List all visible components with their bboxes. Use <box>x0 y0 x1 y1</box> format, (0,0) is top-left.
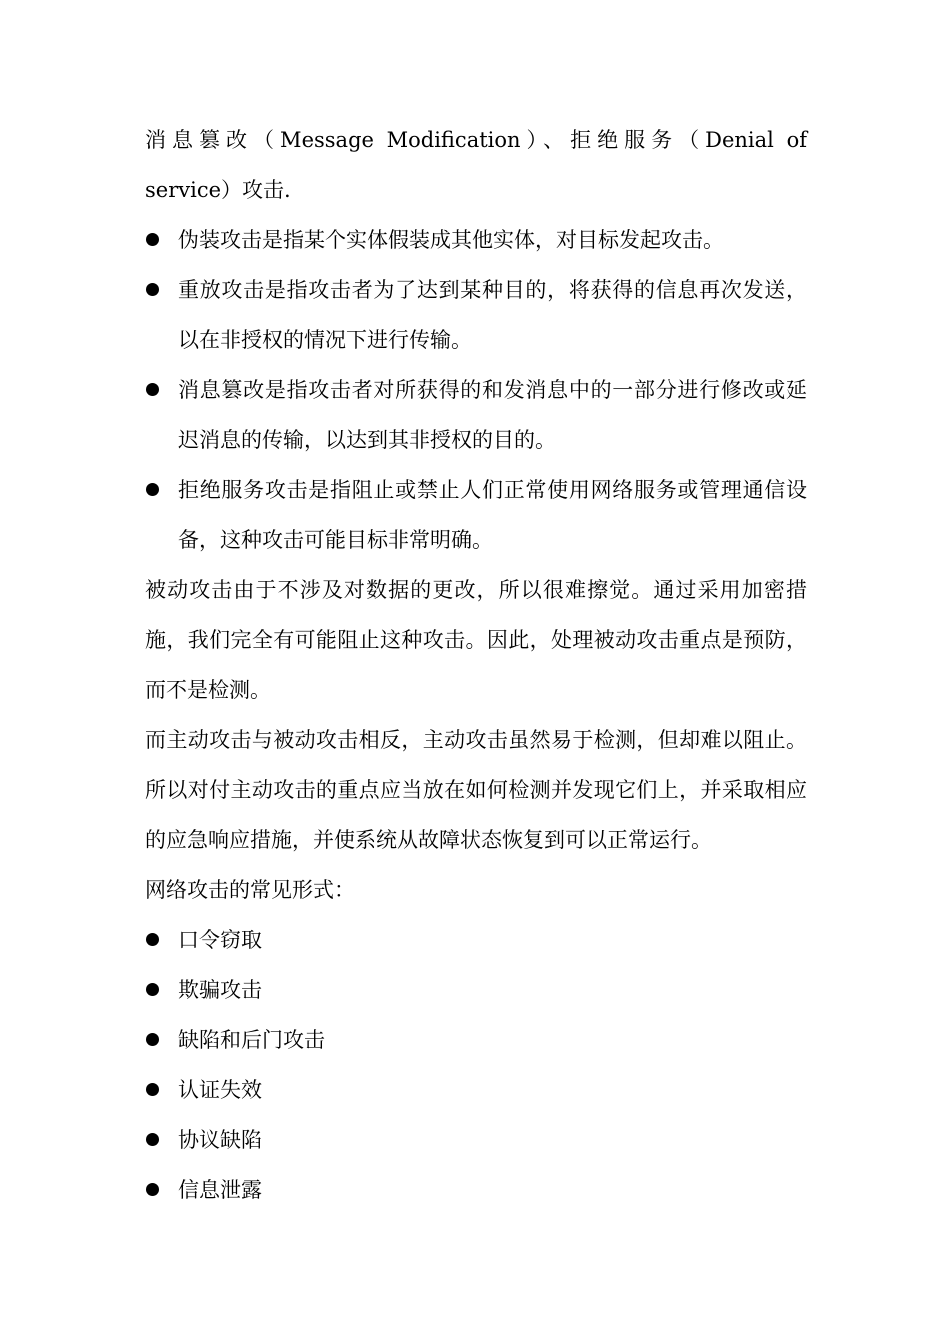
passive-attack-paragraph: 被动攻击由于不涉及对数据的更改，所以很难擦觉。通过采用加密措施，我们完全有可能阻止这种攻击。因此，处理被动攻击重点是预防，而不是检测。 <box>145 578 807 702</box>
list-item <box>145 365 807 465</box>
forms-heading: 网络攻击的常见形式： <box>145 878 355 902</box>
list-item <box>145 215 807 265</box>
list-item <box>145 915 807 965</box>
bullet-icon <box>146 933 159 946</box>
list-item-text: 信息泄露 <box>178 1178 262 1202</box>
list-item-text: 重放攻击是指攻击者为了达到某种目的，将获得的信息再次发送，以在非授权的情况下进行传输。 <box>178 278 807 352</box>
attack-form-list <box>145 915 807 1215</box>
list-item-text: 欺骗攻击 <box>178 978 262 1002</box>
list-item-text: 拒绝服务攻击是指阻止或禁止人们正常使用网络服务或管理通信设备，这种攻击可能目标非常明确。 <box>178 478 807 552</box>
list-item-text: 认证失效 <box>178 1078 262 1102</box>
active-attack-paragraph: 而主动攻击与被动攻击相反，主动攻击虽然易于检测，但却难以阻止。所以对付主动攻击的重点应当放在如何检测并发现它们上，并采取相应的应急响应措施，并使系统从故障状态恢复到可以正常运行。 <box>145 728 807 852</box>
bullet-icon <box>146 1133 159 1146</box>
bullet-icon <box>146 1033 159 1046</box>
list-item-text: 协议缺陷 <box>178 1128 262 1152</box>
list-item-text: 伪装攻击是指某个实体假装成其他实体，对目标发起攻击。 <box>178 228 724 252</box>
list-item <box>145 1115 807 1165</box>
attack-type-list <box>145 215 807 565</box>
list-item <box>145 265 807 365</box>
bullet-icon <box>146 983 159 996</box>
bullet-icon <box>146 383 159 396</box>
list-item <box>145 465 807 565</box>
list-item <box>145 1065 807 1115</box>
list-item <box>145 965 807 1015</box>
document-page <box>145 115 807 1215</box>
intro-paragraph: 消息篡改（Message Modification）、拒绝服务（Denial of service）攻击. <box>145 128 807 202</box>
bullet-icon <box>146 283 159 296</box>
list-item-text: 缺陷和后门攻击 <box>178 1028 325 1052</box>
list-item-text: 消息篡改是指攻击者对所获得的和发消息中的一部分进行修改或延迟消息的传输，以达到其非授权的目的。 <box>178 378 807 452</box>
bullet-icon <box>146 483 159 496</box>
bullet-icon <box>146 1183 159 1196</box>
bullet-icon <box>146 233 159 246</box>
bullet-icon <box>146 1083 159 1096</box>
list-item-text: 口令窃取 <box>178 928 262 952</box>
list-item <box>145 1165 807 1215</box>
list-item <box>145 1015 807 1065</box>
